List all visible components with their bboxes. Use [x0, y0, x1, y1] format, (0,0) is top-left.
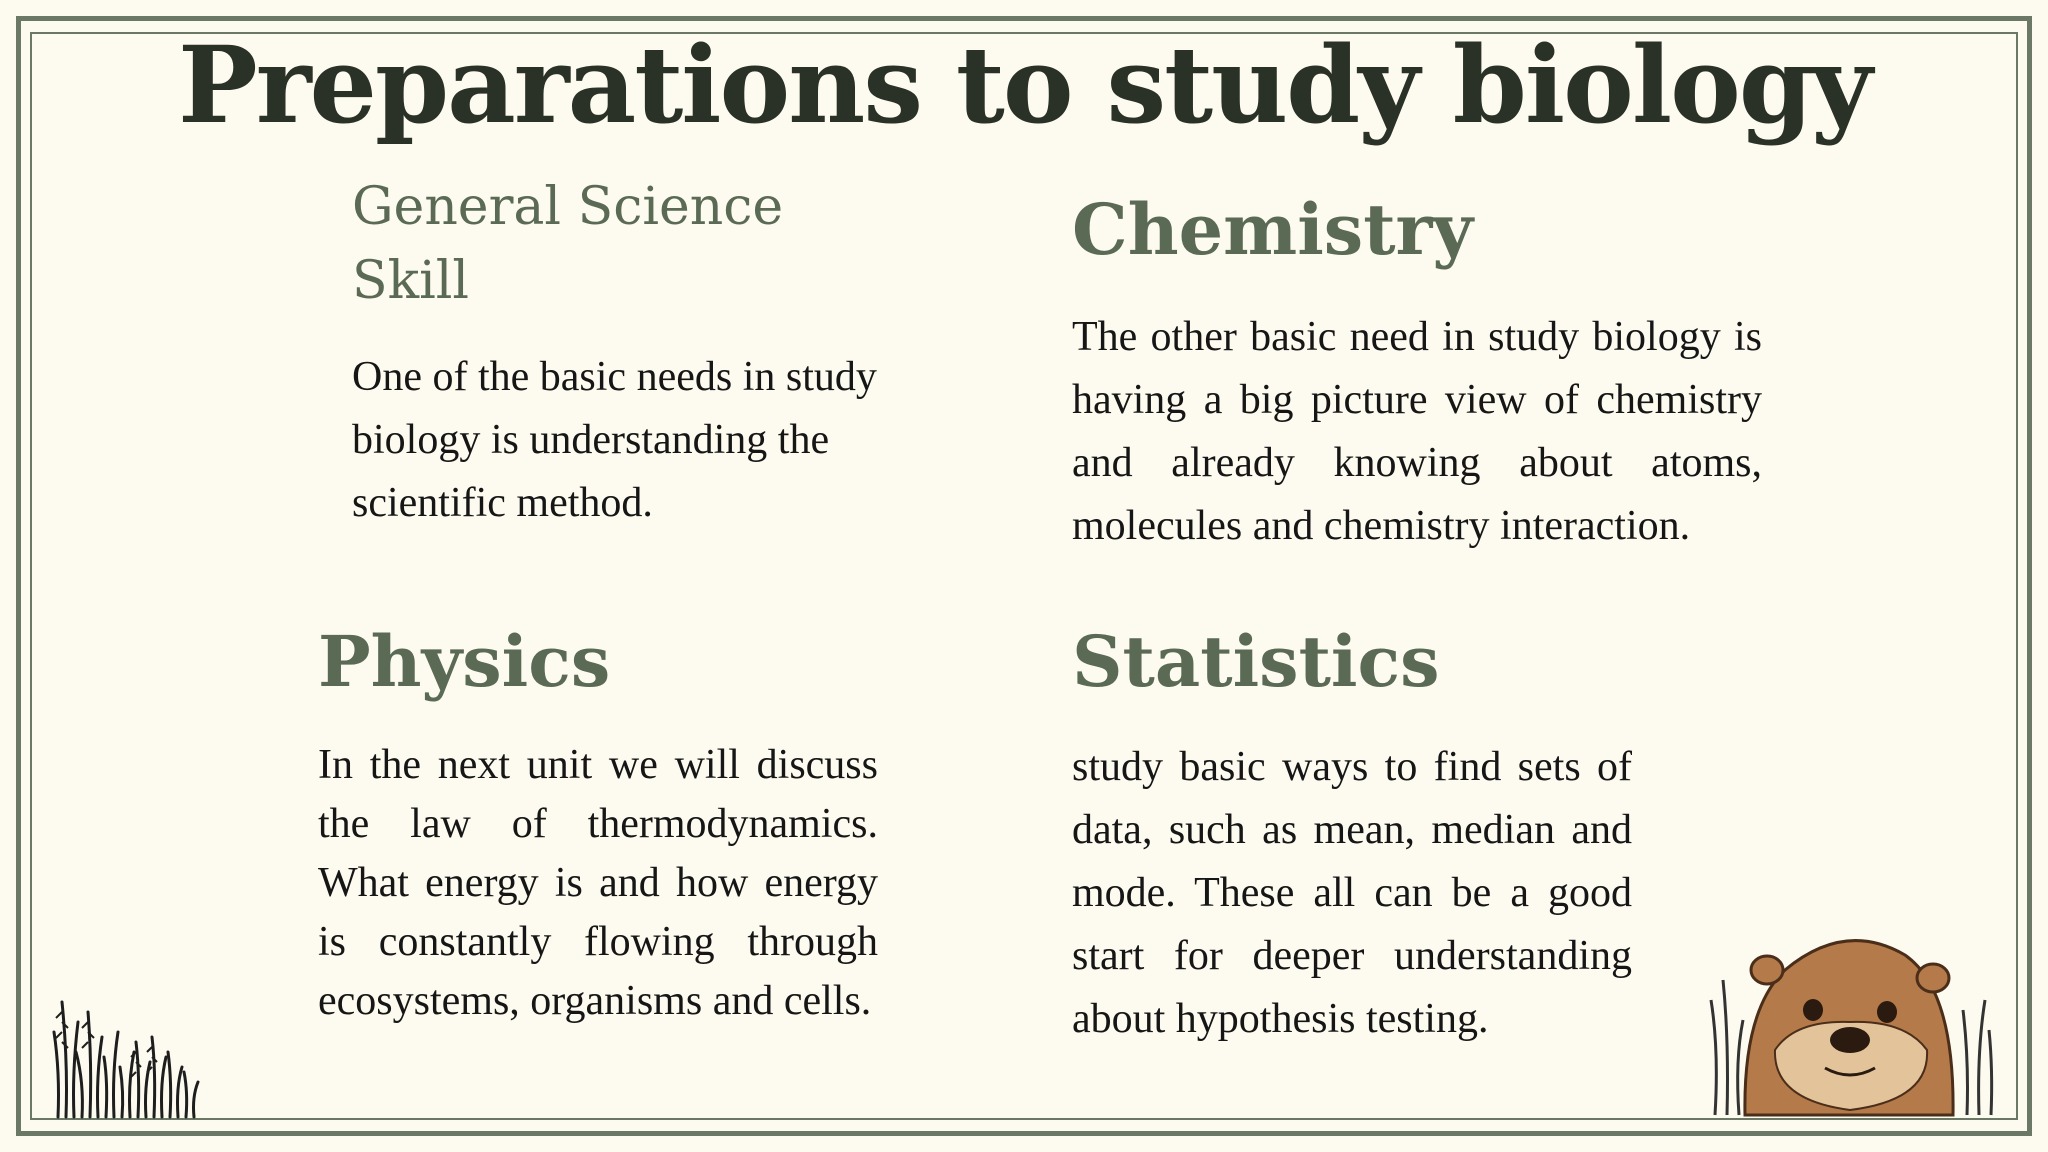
heading-line-1: General Science [352, 177, 784, 237]
otter-icon [1705, 900, 2005, 1120]
section-text-general-science: One of the basic needs in study biology is understanding the scientific method. [352, 354, 877, 526]
section-heading-chemistry: Chemistry [1072, 188, 1474, 271]
heading-line-2: Skill [352, 251, 470, 311]
section-heading-general-science [352, 170, 783, 318]
page-title: Preparations to study biology [178, 22, 1871, 147]
section-text-statistics: study basic ways to find sets of data, such as mean, median and mode. These all can be a good start for deeper understanding about hypothesis testing. [1072, 744, 1632, 1042]
section-heading-statistics: Statistics [1072, 620, 1440, 703]
section-text-physics: In the next unit we will discuss the law of thermodynamics. What energy is and how energy is constantly flowing through ecosystems, organisms and cells. [318, 742, 878, 1024]
section-heading-physics: Physics [318, 620, 611, 703]
section-text-chemistry: The other basic need in study biology is having a big picture view of chemistry and already knowing about atoms, molecules and chemistry interaction. [1072, 314, 1762, 549]
grass-icon [48, 982, 208, 1122]
